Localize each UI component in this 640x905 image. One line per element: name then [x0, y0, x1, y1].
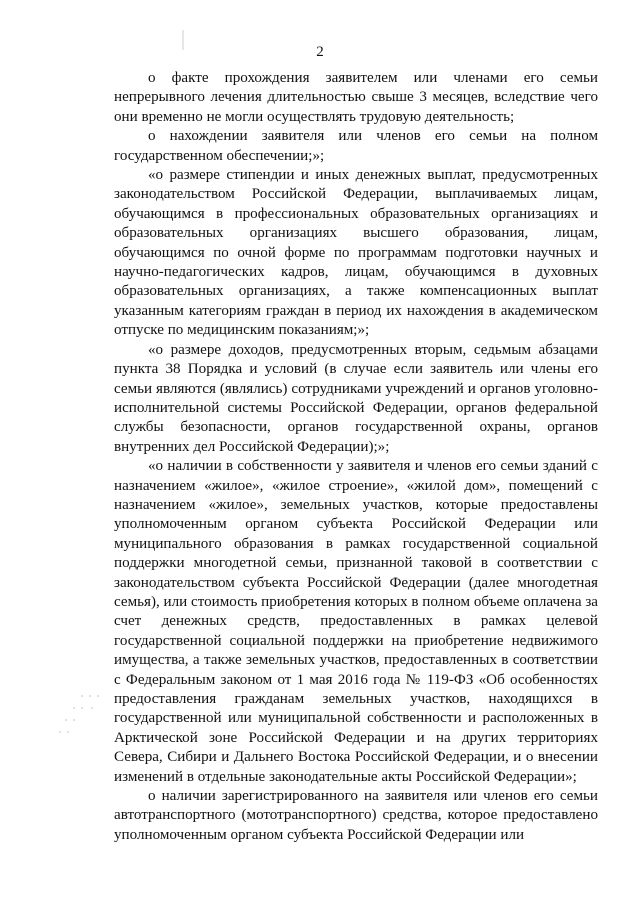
page-number: 2 — [316, 44, 324, 60]
paragraph-treatment: о факте прохождения заявителем или членами его семьи непрерывного лечения длительностью свыше 3 месяцев, вследствие чего они временно не могли осуществлять трудовую деятельность; — [114, 70, 598, 125]
paragraph-scholarship: «о размере стипендии и иных денежных выплат, предусмотренных законодательством Российской Федерации, выплачиваемых лицам, обучающимся в профессиональных образовательных организациях и образовательных организациях высшего образования, лицам, обучающимся по очной форме по программам подготовки научных и научно-педагогических кадров, лицам, обучающимся в духовных образовательных организациях, а также компенсационных выплат указанным категориям граждан в период их нахождения в академическом отпуске по медицинским показаниям;»; — [114, 167, 598, 339]
document-body — [114, 69, 598, 845]
scan-artifact-top — [180, 30, 186, 50]
paragraph-income-point-38: «о размере доходов, предусмотренных вторым, седьмым абзацами пункта 38 Порядка и условий (в случае если заявитель или члены его семьи являются (являлись) сотрудниками учреждений и органов уголовно-исполнительной системы Российской Федерации, органов федеральной службы безопасности, органов государственной охраны, органов внутренних дел Российской Федерации);»; — [114, 341, 598, 455]
scan-artifact-left — [52, 690, 112, 750]
paragraph-property-ownership: «о наличии в собственности у заявителя и членов его семьи зданий с назначением «жилое», «жилое строение», «жилой дом», помещений с назначением «жилое», земельных участков, которые предоставлены уполномоченным органом субъекта Российской Федерации или муниципального образования в рамках государственной социальной поддержки многодетной семьи, признанной таковой в соответствии с законодательством субъекта Российской Федерации (далее многодетная семья), или стоимость приобретения которых в полном объеме оплачена за счет денежных средств, предоставленных в рамках целевой государственной социальной поддержки на приобретение недвижимого имущества, а также земельных участков, предоставленных в соответствии с Федеральным законом от 1 мая 2016 года № 119-ФЗ «Об особенностях предоставления гражданам земельных участков, находящихся в государственной или муниципальной собственности и расположенных в Арктической зоне Российской Федерации и на других территориях Севера, Сибири и Дальнего Востока Российской Федерации, и о внесении изменений в отдельные законодательные акты Российской Федерации»; — [114, 458, 599, 785]
paragraph-state-support: о нахождении заявителя или членов его семьи на полном государственном обеспечении;»; — [114, 128, 598, 164]
paragraph-vehicle: о наличии зарегистрированного на заявителя или членов его семьи автотранспортного (мототранспортного) средства, которое предоставлено уполномоченным органом субъекта Российской Федерации или — [114, 788, 598, 843]
